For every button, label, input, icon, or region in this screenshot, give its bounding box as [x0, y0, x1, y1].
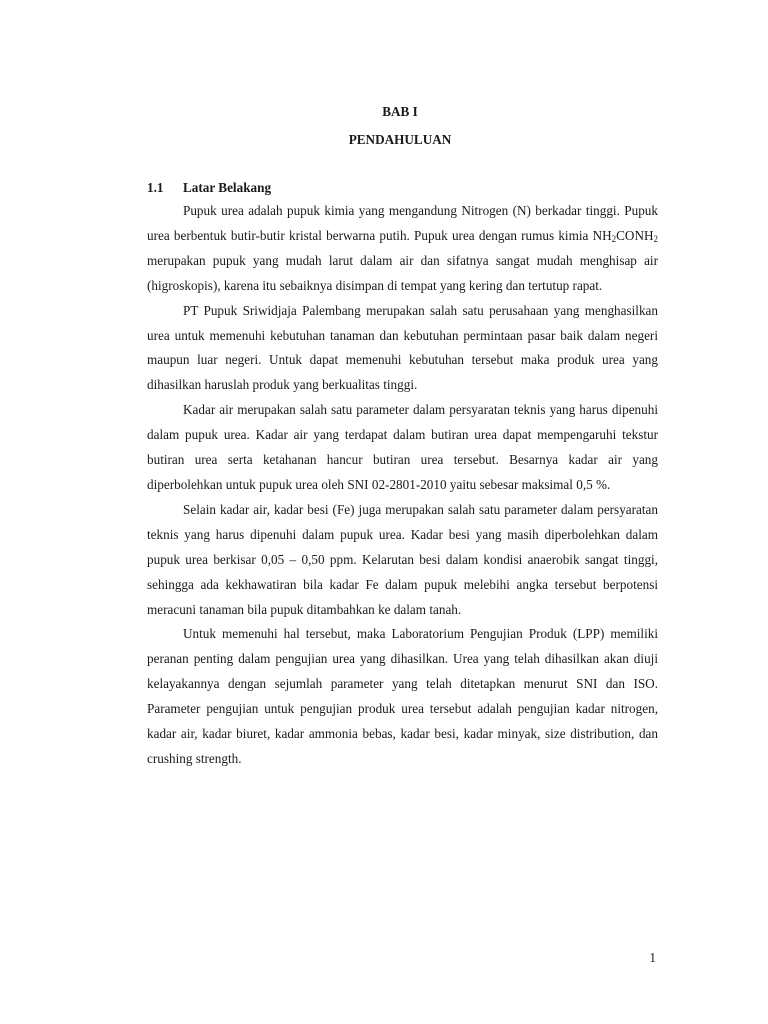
section-heading	[147, 180, 271, 196]
page-number: 1	[649, 950, 656, 965]
paragraph-1-text-b: CONH	[616, 227, 654, 243]
paragraph-1	[147, 199, 658, 299]
body-text	[147, 199, 658, 772]
chapter-title: PENDAHULUAN	[348, 132, 452, 147]
paragraph-3: Kadar air merupakan salah satu parameter dalam persyaratan teknis yang harus dipenuhi dalam pupuk urea. Kadar air yang terdapat dalam butiran urea dapat mempengaruhi tekstur butiran urea serta ketahanan hancur butiran urea tersebut. Besarnya kadar air yang diperbolehkan untuk pupuk urea oleh SNI 02-2801-2010 yaitu sebesar maksimal 0,5 %.	[147, 402, 658, 492]
section-title: Latar Belakang	[183, 180, 272, 195]
paragraph-2: PT Pupuk Sriwidjaja Palembang merupakan salah satu perusahaan yang menghasilkan urea untuk memenuhi kebutuhan tanaman dan kebutuhan permintaan pasar baik dalam negeri maupun luar negeri. Untuk dapat memenuhi kebutuhan tersebut maka produk urea yang dihasilkan haruslah produk yang berkualitas tinggi.	[147, 302, 658, 393]
paragraph-4: Selain kadar air, kadar besi (Fe) juga merupakan salah satu parameter dalam persyaratan teknis yang harus dipenuhi dalam pupuk urea. Kadar besi yang masih diperbolehkan dalam pupuk urea berkisar 0,05 – 0,50 ppm. Kelarutan besi dalam kondisi anaerobik sangat tinggi, sehingga ada kekhawatiran bila kadar Fe dalam pupuk melebihi angka tersebut berpotensi meracuni tanaman bila pupuk ditambahkan ke dalam tanah.	[147, 501, 658, 617]
chapter-number: BAB I	[382, 104, 418, 119]
paragraph-5: Untuk memenuhi hal tersebut, maka Laboratorium Pengujian Produk (LPP) memiliki peranan penting dalam pengujian urea yang dihasilkan. Urea yang telah dihasilkan akan diuji kelayakannya dengan sejumlah parameter yang telah ditetapkan menurut SNI dan ISO. Parameter pengujian untuk pengujian produk urea tersebut adalah pengujian kadar nitrogen, kadar air, kadar biuret, kadar ammonia bebas, kadar besi, kadar minyak, size distribution, dan crushing strength.	[147, 626, 658, 766]
subscript-2b: 2	[653, 233, 658, 244]
section-number: 1.1	[147, 180, 164, 195]
subscript-2a: 2	[611, 233, 617, 244]
paragraph-1-text-a: Pupuk urea adalah pupuk kimia yang mengandung Nitrogen (N) berkadar tinggi. Pupuk urea berbentuk butir-butir kristal berwarna putih. Pupuk urea dengan rumus kimia NH	[147, 203, 658, 243]
paragraph-1-text-c: merupakan pupuk yang mudah larut dalam air dan sifatnya sangat mudah menghisap air (higroskopis), karena itu sebaiknya disimpan di tempat yang kering dan tertutup rapat.	[147, 252, 658, 293]
